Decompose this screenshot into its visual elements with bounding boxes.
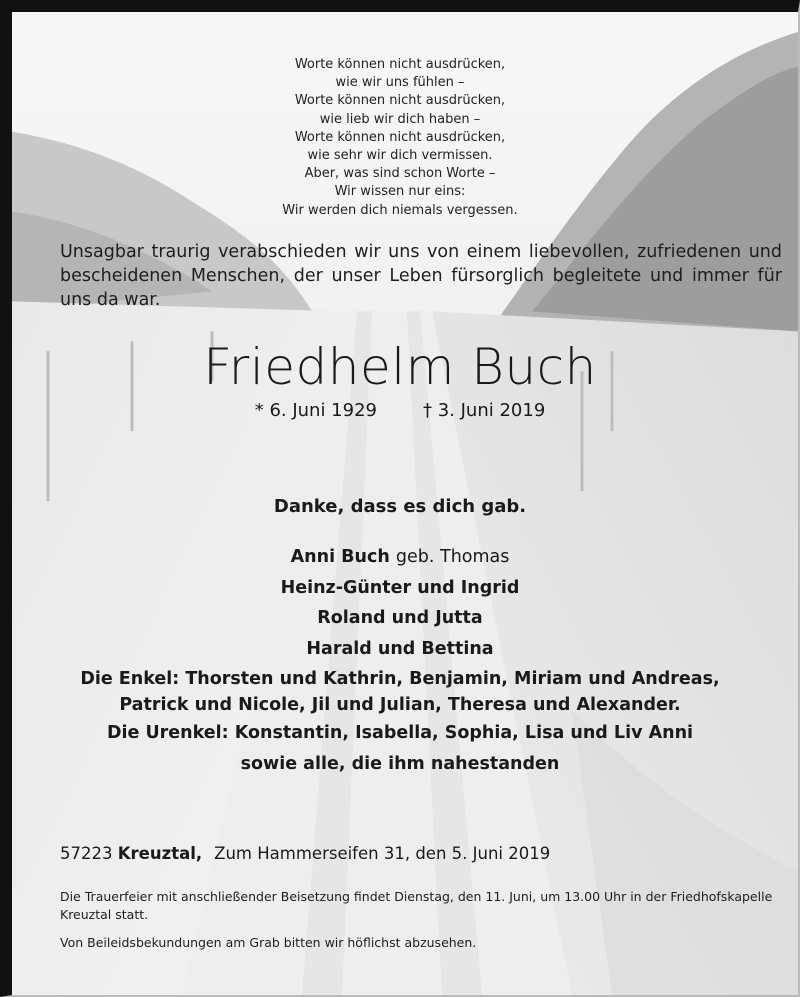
- poem-line: wie lieb wir dich haben –: [319, 111, 481, 127]
- family-list: [12, 542, 788, 780]
- poem-line: Worte können nicht ausdrücken,: [294, 57, 506, 72]
- address-city: Kreuztal,: [117, 844, 203, 863]
- poem-line: Worte können nicht ausdrücken,: [294, 93, 506, 109]
- spouse-line: [12, 542, 788, 573]
- child-line: Roland und Jutta: [317, 608, 483, 629]
- poem-line: Wir wissen nur eins:: [334, 184, 466, 200]
- grandchildren-line: Patrick und Nicole, Jil und Julian, Theresa und Alexander.: [119, 695, 681, 716]
- poem-line: wie wir uns fühlen –: [335, 75, 465, 91]
- poem: [12, 56, 788, 220]
- spouse-name: Anni Buch: [290, 547, 390, 567]
- address-street-date: Zum Hammerseifen 31, den 5. Juni 2019: [214, 844, 551, 863]
- deceased-name: Friedhelm Buch: [203, 338, 597, 396]
- intro-text: Unsagbar traurig verabschieden wir uns von einem liebevollen, zufriedenen und bescheidenen Menschen, der unser Leben fürsorglich begleitete und immer für uns da war.: [60, 242, 782, 310]
- poem-line: wie sehr wir dich vermissen.: [307, 148, 493, 164]
- address-line: [60, 844, 782, 863]
- poem-line: Aber, was sind schon Worte –: [304, 166, 496, 182]
- thanks-line: Danke, dass es dich gab.: [273, 496, 527, 517]
- poem-line: Wir werden dich niemals vergessen.: [282, 202, 518, 218]
- funeral-notice: Die Trauerfeier mit anschließender Beisetzung findet Dienstag, den 11. Juni, um 13.00 Uhr in der Friedhofskapelle Kreuztal statt.: [60, 889, 773, 922]
- poem-line: Worte können nicht ausdrücken,: [294, 129, 506, 145]
- grandchildren-line: Die Enkel: Thorsten und Kathrin, Benjamin, Miriam und Andreas,: [80, 669, 720, 690]
- birth-date: * 6. Juni 1929: [254, 400, 377, 421]
- spouse-maiden-name: geb. Thomas: [395, 547, 510, 567]
- life-dates: [12, 400, 788, 421]
- child-line: Heinz-Günter und Ingrid: [280, 577, 520, 598]
- child-line: Harald und Bettina: [306, 638, 494, 659]
- address-zip: 57223: [60, 844, 113, 863]
- condolence-notice: Von Beileidsbekundungen am Grab bitten wir höflichst abzusehen.: [60, 935, 477, 950]
- great-grandchildren-line: Die Urenkel: Konstantin, Isabella, Sophia, Lisa und Liv Anni: [106, 723, 694, 744]
- death-date: † 3. Juni 2019: [423, 400, 546, 421]
- others-line: sowie alle, die ihm nahestanden: [240, 753, 560, 774]
